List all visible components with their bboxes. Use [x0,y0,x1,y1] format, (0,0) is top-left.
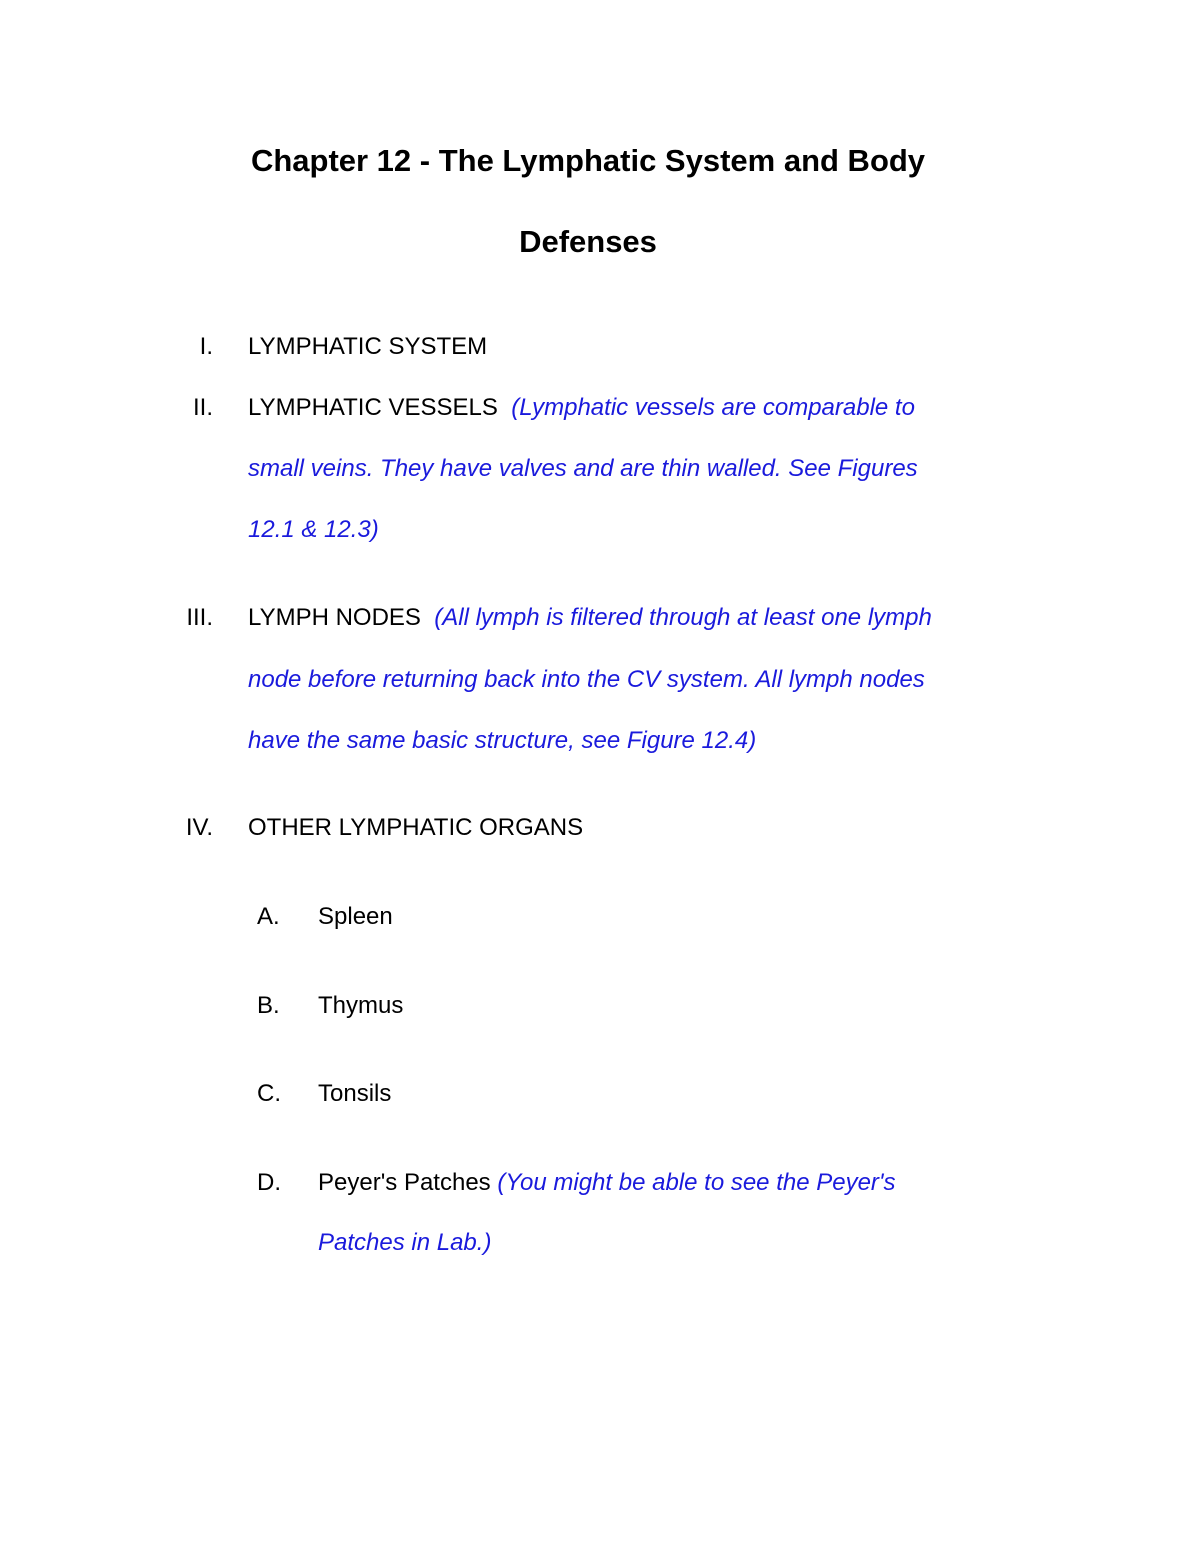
subitem-text-d: Peyer's Patches [318,1169,491,1196]
outline-note-3-line-3: have the same basic structure, see Figure 12.4) [248,727,757,754]
subitem-letter-c: C. [257,1080,281,1107]
outline-number-4: IV. [185,814,213,841]
subitem-letter-d: D. [257,1169,281,1196]
outline-heading-3: LYMPH NODES [248,604,421,631]
subitem-text-c: Tonsils [318,1080,392,1107]
subitem-note-d-line-2: Patches in Lab.) [318,1229,492,1256]
outline-number-3: III. [186,604,213,631]
outline-number-2: II. [192,394,213,421]
outline-note-2-line-1: (Lymphatic vessels are comparable to [511,394,915,421]
subitem-note-d-line-1: (You might be able to see the Peyer's [497,1169,896,1196]
outline-note-3-line-2: node before returning back into the CV system. All lymph nodes [248,666,925,693]
subitem-letter-a: A. [257,903,280,930]
outline-number-1: I. [199,333,213,360]
subitem-item-d [318,1168,896,1198]
chapter-title-line-2: Defenses [519,224,657,259]
subitem-letter-b: B. [257,992,280,1019]
outline-item-2 [248,393,915,423]
outline-note-3-line-1: (All lymph is filtered through at least one lymph [434,604,932,631]
outline-heading-1: LYMPHATIC SYSTEM [248,333,488,360]
outline-note-2-line-3: 12.1 & 12.3) [248,516,379,543]
chapter-title-line-1: Chapter 12 - The Lymphatic System and Body [250,143,926,178]
outline-heading-2: LYMPHATIC VESSELS [248,394,498,421]
outline-item-3 [248,603,932,633]
subitem-text-a: Spleen [318,903,393,930]
subitem-text-b: Thymus [318,992,404,1019]
outline-note-2-line-2: small veins. They have valves and are thin walled. See Figures [248,455,918,482]
outline-heading-4: OTHER LYMPHATIC ORGANS [248,814,584,841]
